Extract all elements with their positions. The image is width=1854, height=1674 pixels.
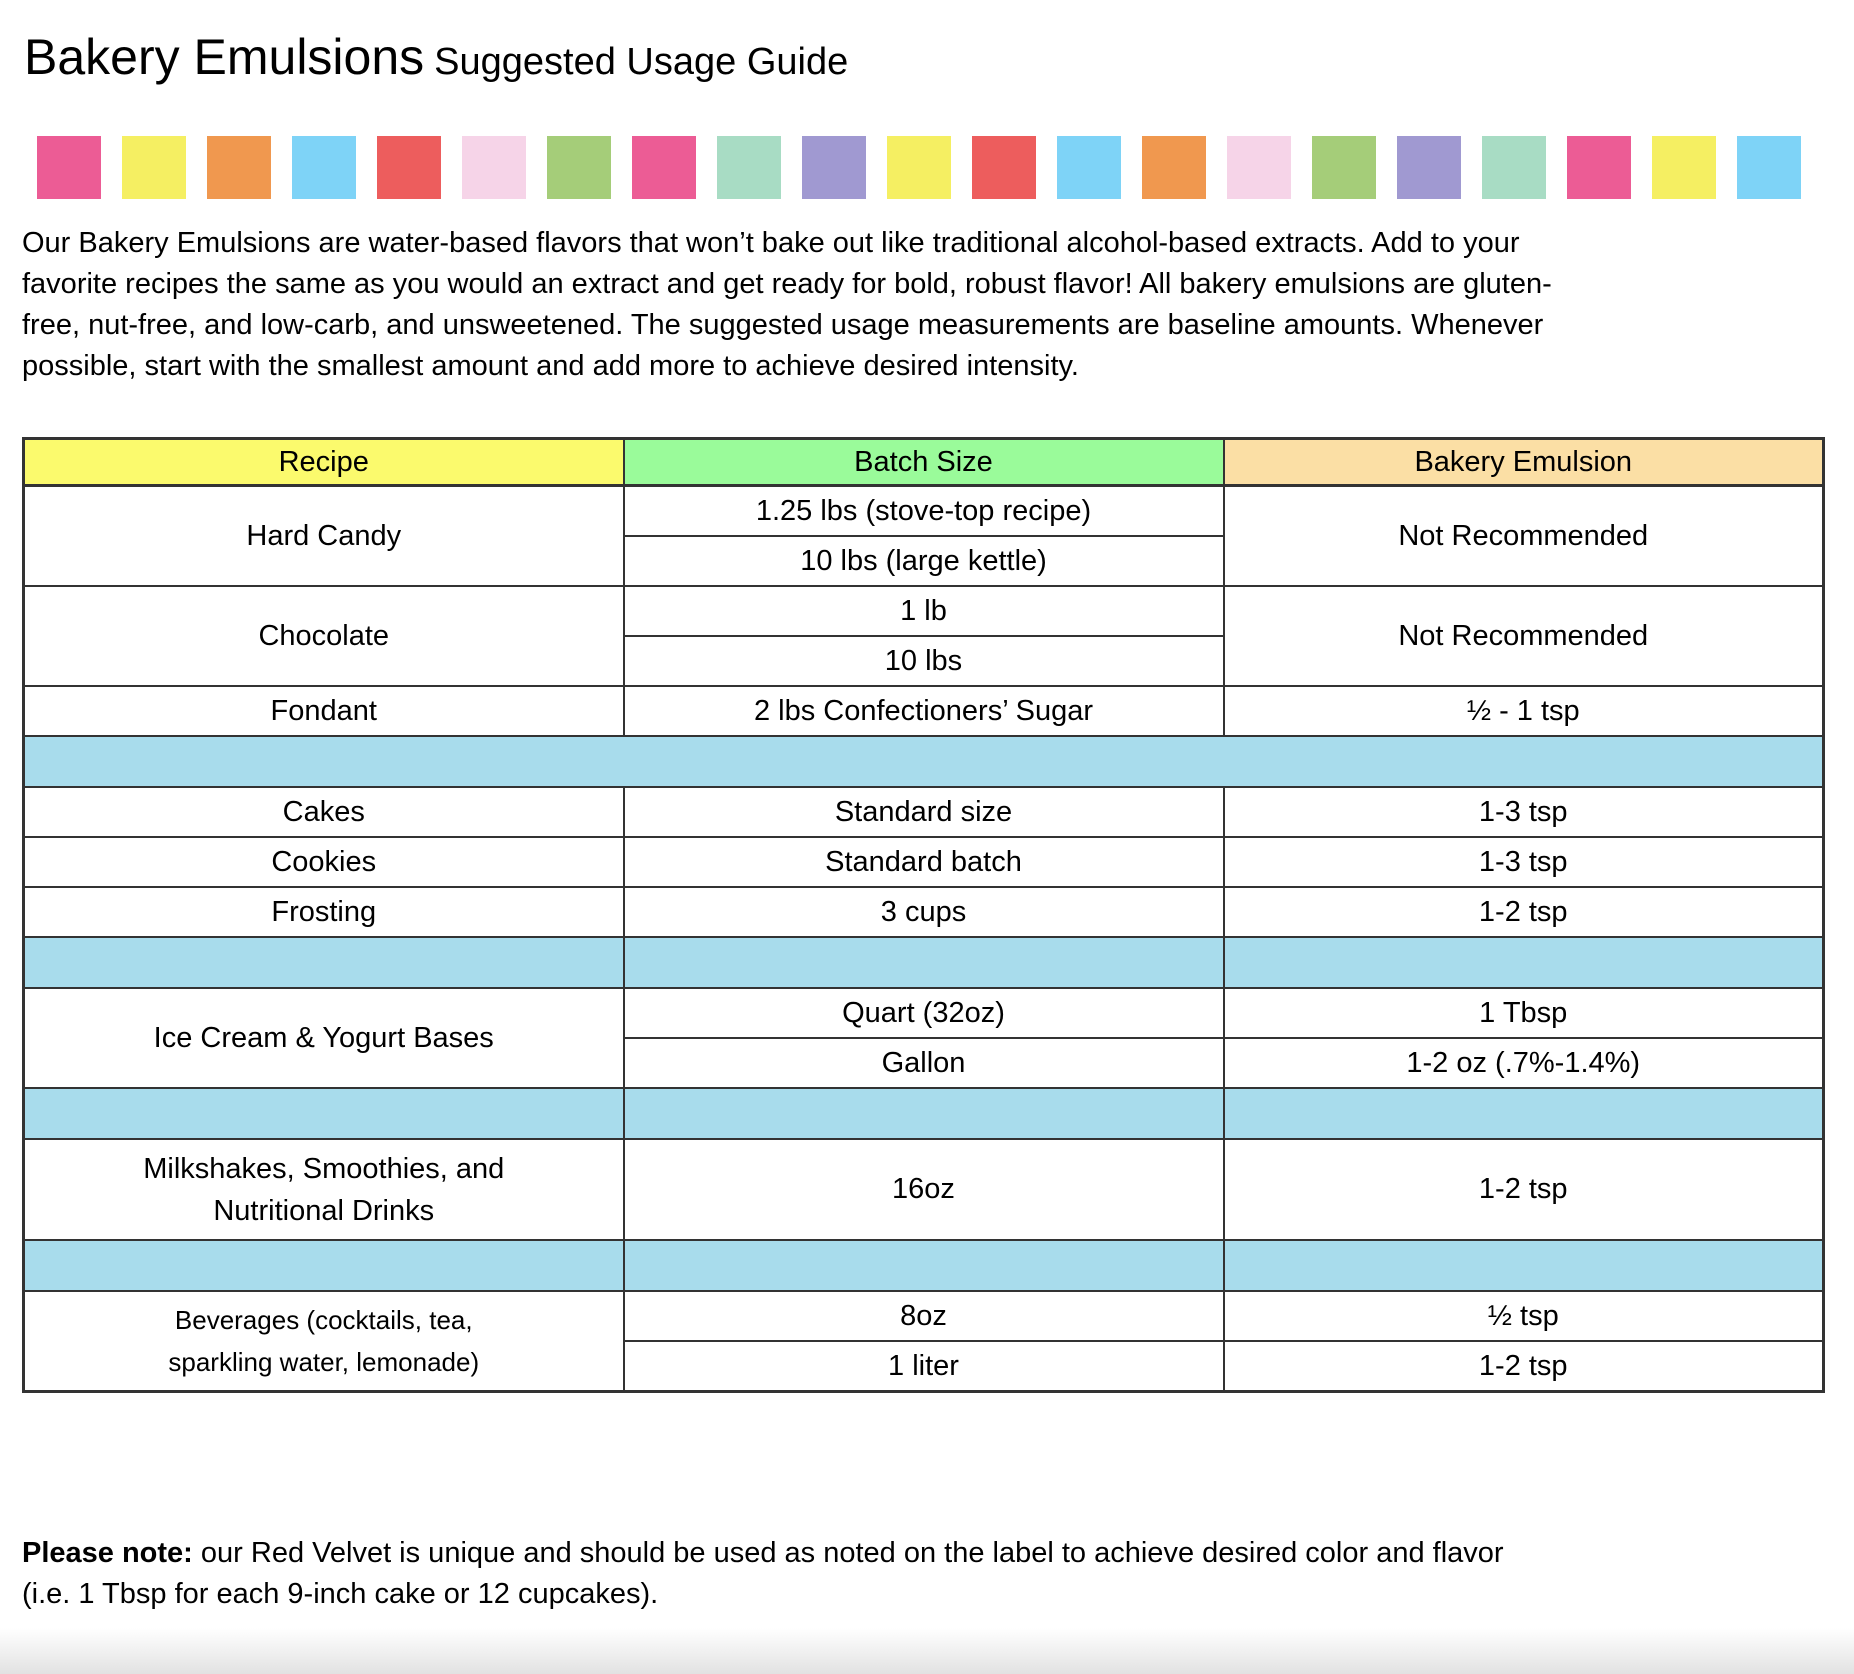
table-row	[24, 1291, 1824, 1341]
table-row	[24, 486, 1824, 537]
cell-batch-hard-candy-1: 1.25 lbs (stove-top recipe)	[624, 486, 1224, 537]
separator-cell	[24, 1088, 624, 1139]
intro-paragraph: Our Bakery Emulsions are water-based flavors that won’t bake out like traditional alcohol-based extracts. Add to your favorite recipes the same as you would an extract and get ready for bold, robust flavor! All bakery emulsions are gluten-free, nut-free, and low-carb, and unsweetened. The suggested usage measurements are baseline amounts. Whenever possible, start with the smallest amount and add more to achieve desired intensity.	[22, 227, 1552, 382]
cell-text: Milkshakes, Smoothies, and Nutritional Drinks	[143, 1152, 505, 1227]
table-row	[24, 887, 1824, 937]
header-cell-bakery-emulsion: Bakery Emulsion	[1224, 439, 1824, 486]
table-row	[24, 988, 1824, 1038]
separator-cell	[24, 1240, 624, 1291]
cell-emulsion-chocolate: Not Recommended	[1224, 586, 1824, 686]
color-swatch	[1312, 136, 1376, 199]
header-cell-recipe: Recipe	[24, 439, 624, 486]
cell-batch-fondant: 2 lbs Confectioners’ Sugar	[624, 686, 1224, 736]
separator-row	[24, 1240, 1824, 1291]
cell-batch-chocolate-2: 10 lbs	[624, 636, 1224, 686]
color-swatch	[1057, 136, 1121, 199]
cell-emulsion-beverages-1: ½ tsp	[1224, 1291, 1824, 1341]
color-swatch	[802, 136, 866, 199]
note-label: Please note:	[22, 1537, 193, 1569]
cell-emulsion-cakes: 1-3 tsp	[1224, 787, 1824, 837]
cell-batch-hard-candy-2: 10 lbs (large kettle)	[624, 536, 1224, 586]
usage-table	[22, 437, 1825, 1393]
cell-recipe-beverages	[24, 1291, 624, 1392]
color-swatch	[1397, 136, 1461, 199]
separator-cell	[624, 1240, 1224, 1291]
separator-cell	[1224, 1088, 1824, 1139]
page-bottom-fade	[0, 1628, 1854, 1674]
cell-batch-cookies: Standard batch	[624, 837, 1224, 887]
cell-batch-beverages-2: 1 liter	[624, 1341, 1224, 1392]
cell-batch-ice-cream-1: Quart (32oz)	[624, 988, 1224, 1038]
cell-recipe-cakes: Cakes	[24, 787, 624, 837]
table-row	[24, 686, 1824, 736]
color-swatch	[207, 136, 271, 199]
cell-recipe-cookies: Cookies	[24, 837, 624, 887]
cell-batch-ice-cream-2: Gallon	[624, 1038, 1224, 1088]
color-swatch	[462, 136, 526, 199]
note-text: our Red Velvet is unique and should be used as noted on the label to achieve desired color and flavor (i.e. 1 Tbsp for each 9-inch cake or 12 cupcakes).	[22, 1537, 1504, 1610]
cell-recipe-frosting: Frosting	[24, 887, 624, 937]
cell-emulsion-ice-cream-2: 1-2 oz (.7%-1.4%)	[1224, 1038, 1824, 1088]
title-main: Bakery Emulsions	[24, 29, 425, 85]
cell-recipe-milkshakes	[24, 1139, 624, 1240]
separator-cell	[624, 937, 1224, 988]
page-title	[24, 28, 1854, 86]
cell-batch-milkshakes: 16oz	[624, 1139, 1224, 1240]
separator-row	[24, 736, 1824, 787]
cell-recipe-hard-candy: Hard Candy	[24, 486, 624, 587]
cell-emulsion-ice-cream-1: 1 Tbsp	[1224, 988, 1824, 1038]
cell-emulsion-cookies: 1-3 tsp	[1224, 837, 1824, 887]
color-swatch	[122, 136, 186, 199]
color-swatch	[37, 136, 101, 199]
table-row	[24, 586, 1824, 636]
cell-emulsion-hard-candy: Not Recommended	[1224, 486, 1824, 587]
separator-cell	[1224, 937, 1824, 988]
color-swatch	[292, 136, 356, 199]
separator-row	[24, 1088, 1824, 1139]
color-swatch	[717, 136, 781, 199]
cell-recipe-ice-cream: Ice Cream & Yogurt Bases	[24, 988, 624, 1088]
cell-batch-cakes: Standard size	[624, 787, 1224, 837]
table-header-row	[24, 439, 1824, 486]
color-swatch	[1227, 136, 1291, 199]
separator-cell	[24, 937, 624, 988]
cell-recipe-chocolate: Chocolate	[24, 586, 624, 686]
cell-batch-frosting: 3 cups	[624, 887, 1224, 937]
color-swatch	[972, 136, 1036, 199]
cell-emulsion-beverages-2: 1-2 tsp	[1224, 1341, 1824, 1392]
cell-emulsion-fondant: ½ - 1 tsp	[1224, 686, 1824, 736]
title-subtitle: Suggested Usage Guide	[434, 41, 849, 83]
table-row	[24, 787, 1824, 837]
cell-text: Beverages (cocktails, tea, sparkling water, lemonade)	[168, 1305, 480, 1377]
cell-emulsion-frosting: 1-2 tsp	[1224, 887, 1824, 937]
color-swatch	[377, 136, 441, 199]
color-band	[37, 136, 1854, 199]
color-swatch	[887, 136, 951, 199]
cell-batch-beverages-1: 8oz	[624, 1291, 1224, 1341]
color-swatch	[1567, 136, 1631, 199]
table-row	[24, 1139, 1824, 1240]
cell-batch-chocolate-1: 1 lb	[624, 586, 1224, 636]
header-cell-batch-size: Batch Size	[624, 439, 1224, 486]
color-swatch	[1652, 136, 1716, 199]
separator-cell	[624, 1088, 1224, 1139]
color-swatch	[547, 136, 611, 199]
cell-emulsion-milkshakes: 1-2 tsp	[1224, 1139, 1824, 1240]
separator-cell	[24, 736, 1824, 787]
color-swatch	[1142, 136, 1206, 199]
separator-row	[24, 937, 1824, 988]
cell-recipe-fondant: Fondant	[24, 686, 624, 736]
color-swatch	[632, 136, 696, 199]
table-row	[24, 837, 1824, 887]
note-paragraph	[22, 1533, 1552, 1615]
color-swatch	[1737, 136, 1801, 199]
separator-cell	[1224, 1240, 1824, 1291]
color-swatch	[1482, 136, 1546, 199]
